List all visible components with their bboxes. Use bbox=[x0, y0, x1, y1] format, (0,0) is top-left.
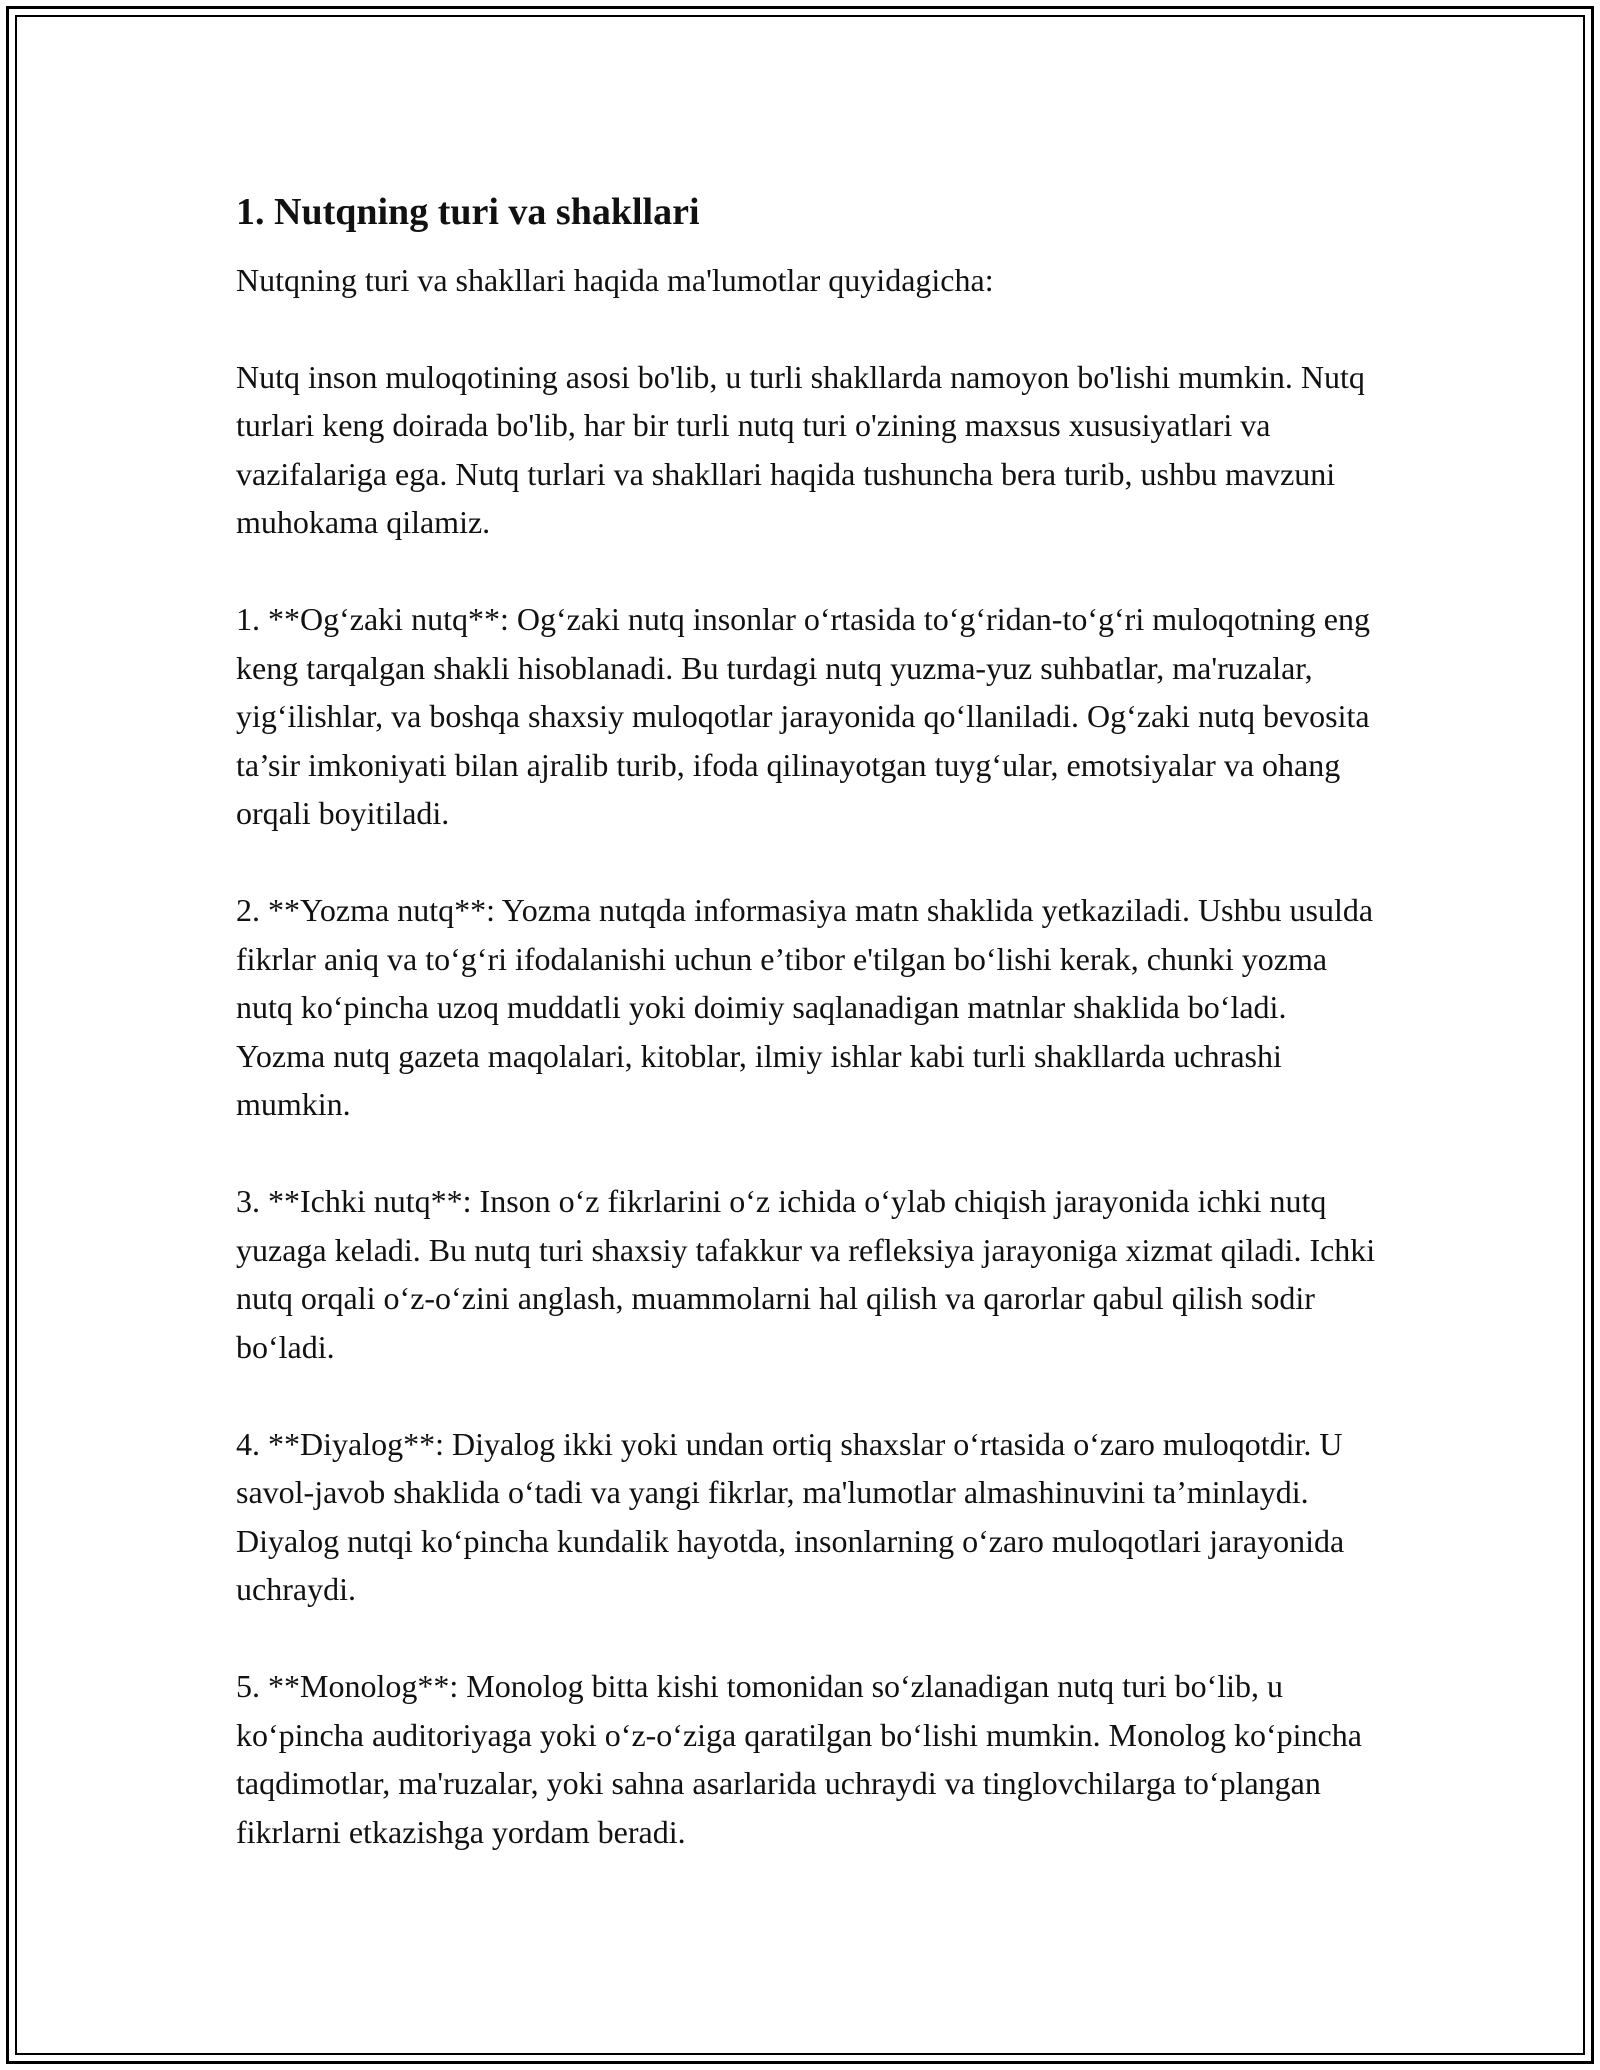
overview-paragraph: Nutq inson muloqotining asosi bo'lib, u turli shakllarda namoyon bo'lishi mumkin. Nutq turlari keng doirada bo'lib, har bir turli nutq turi o'zining maxsus xususiyatlari va vazifalariga ega. Nutq turlari va shakllari haqida tushuncha bera turib, ushbu mavzuni muhokama qilamiz. bbox=[236, 358, 1365, 540]
intro-paragraph: Nutqning turi va shakllari haqida ma'lumotlar quyidagicha: bbox=[236, 262, 994, 298]
section-heading: 1. Nutqning turi va shakllari bbox=[236, 191, 700, 233]
item-oral-speech: 1. **Og‘zaki nutq**: Og‘zaki nutq insonlar o‘rtasida to‘g‘ridan-to‘g‘ri muloqotning eng keng tarqalgan shakli hisoblanadi. Bu turdagi nutq yuzma-yuz suhbatlar, ma'ruzalar, yig‘ilishlar, va boshqa shaxsiy muloqotlar jarayonida qo‘llaniladi. Og‘zaki nutq bevosita ta’sir imkoniyati bilan ajralib turib, ifoda qilinayotgan tuyg‘ular, emotsiyalar va ohang orqali boyitiladi. bbox=[236, 601, 1370, 831]
item-monologue: 5. **Monolog**: Monolog bitta kishi tomonidan so‘zlanadigan nutq turi bo‘lib, u ko‘pincha auditoriyaga yoki o‘z-o‘ziga qaratilgan bo‘lishi mumkin. Monolog ko‘pincha taqdimotlar, ma'ruzalar, yoki sahna asarlarida uchraydi va tinglovchilarga to‘plangan fikrlarni etkazishga yordam beradi. bbox=[236, 1668, 1362, 1850]
item-dialogue: 4. **Diyalog**: Diyalog ikki yoki undan ortiq shaxslar o‘rtasida o‘zaro muloqotdir. U savol-javob shaklida o‘tadi va yangi fikrlar, ma'lumotlar almashinuvini ta’minlaydi. Diyalog nutqi ko‘pincha kundalik hayotda, insonlarning o‘zaro muloqotlari jarayonida uchraydi. bbox=[236, 1425, 1345, 1607]
document-body bbox=[236, 188, 1376, 1905]
item-written-speech: 2. **Yozma nutq**: Yozma nutqda informasiya matn shaklida yetkaziladi. Ushbu usulda fikrlar aniq va to‘g‘ri ifodalanishi uchun e’tibor e'tilgan bo‘lishi kerak, chunki yozma nutq ko‘pincha uzoq muddatli yoki doimiy saqlanadigan matnlar shaklida bo‘ladi. Yozma nutq gazeta maqolalari, kitoblar, ilmiy ishlar kabi turli shakllarda uchrashi mumkin. bbox=[236, 892, 1374, 1122]
item-inner-speech: 3. **Ichki nutq**: Inson o‘z fikrlarini o‘z ichida o‘ylab chiqish jarayonida ichki nutq yuzaga keladi. Bu nutq turi shaxsiy tafakkur va refleksiya jarayoniga xizmat qiladi. Ichki nutq orqali o‘z-o‘zini anglash, muammolarni hal qilish va qarorlar qabul qilish sodir bo‘ladi. bbox=[236, 1183, 1376, 1365]
